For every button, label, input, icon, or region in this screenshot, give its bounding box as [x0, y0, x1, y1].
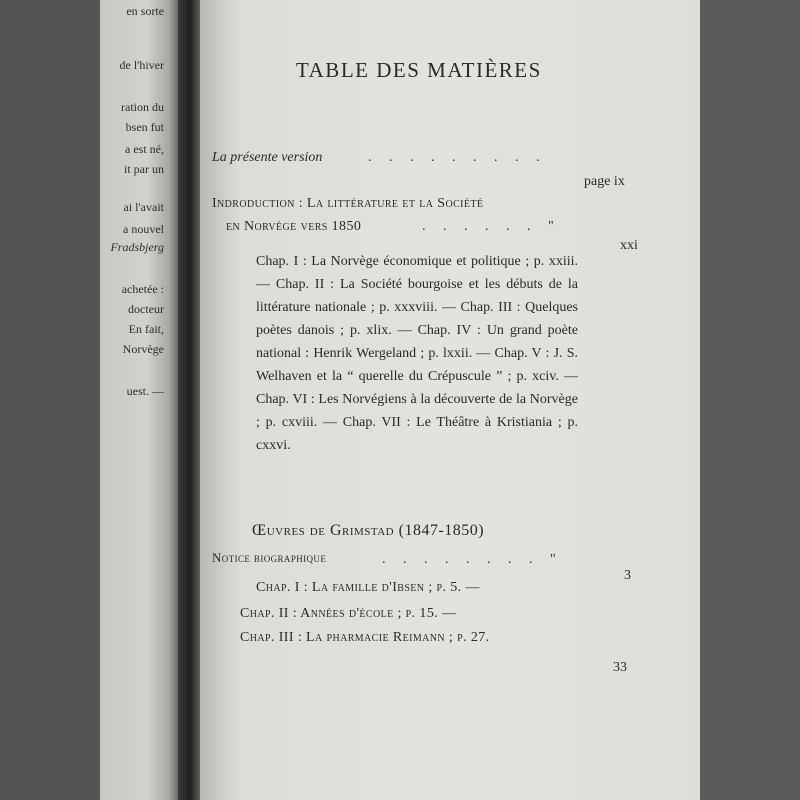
- left-page-fragment: docteur: [128, 302, 164, 316]
- right-page: [200, 0, 700, 800]
- left-page-fragment: it par un: [124, 162, 164, 176]
- left-page-fragment: uest. —: [126, 384, 164, 398]
- toc-entry-introduction-line2: en Norvège vers 1850: [226, 219, 362, 234]
- left-page-fragment: en sorte: [126, 4, 164, 18]
- page-title: TABLE DES MATIÈRES: [296, 58, 542, 82]
- toc-notice-chapter-1: Chap. I : La famille d'Ibsen ; p. 5. —: [256, 580, 480, 595]
- left-page-fragment: Norvège: [122, 342, 164, 356]
- toc-entry-presente-leader: . . . . . . . . .: [368, 150, 547, 165]
- left-page-fragment: achetée :: [121, 282, 164, 296]
- toc-entry-presente-label: La présente version: [212, 150, 323, 165]
- left-page-edge: [100, 0, 178, 800]
- toc-entry-notice-page: 3: [624, 568, 631, 583]
- toc-entry-notice-label: Notice biographique: [212, 550, 327, 565]
- background-right: [700, 0, 800, 800]
- left-page-fragment: ai l'avait: [123, 200, 164, 214]
- left-page-fragment: a nouvel: [123, 222, 164, 236]
- left-page-fragment: ration du: [121, 100, 164, 114]
- toc-entry-introduction-line1: Indroduction : La littérature et la Société: [212, 196, 484, 211]
- left-page-fragment: de l'hiver: [119, 58, 164, 72]
- toc-notice-chapter-2: Chap. II : Années d'école ; p. 15. —: [240, 606, 457, 621]
- left-page-fragment: a est né,: [125, 142, 164, 156]
- left-page-fragment: Fradsbjerg: [110, 240, 164, 254]
- toc-introduction-chapters: Chap. I : La Norvège économique et politique ; p. xxiii. — Chap. II : La Société bourgoise et les débuts de la littérature nationale ; p. xxxviii. — Chap. III : Quelques poètes danois ; p. xlix. — Chap. IV : Un grand poète national : Henrik Wergeland ; p. lxxii. — Chap. V : J. S. Welhaven et la “ querelle du Crépuscule ” ; p. xciv. — Chap. VI : Les Norvégiens à la découverte de la Norvège ; p. cxviii. — Chap. VII : Le Théâtre à Kristiania ; p. cxxvi.: [256, 254, 578, 453]
- book-gutter: [178, 0, 202, 800]
- toc-entry-introduction-leader: . . . . . . ": [422, 219, 561, 234]
- toc-entry-introduction-page: xxi: [620, 238, 638, 253]
- left-page-fragment: bsen fut: [125, 120, 164, 134]
- left-page-fragment: En fait,: [128, 322, 164, 336]
- toc-entry-presente-page: page ix: [584, 174, 625, 189]
- toc-notice-chapter-3: Chap. III : La pharmacie Reimann ; p. 27.: [240, 630, 490, 645]
- section-heading: Œuvres de Grimstad (1847-1850): [252, 522, 485, 539]
- page-number: 33: [613, 660, 627, 675]
- toc-entry-notice-leader: . . . . . . . . ": [382, 552, 563, 567]
